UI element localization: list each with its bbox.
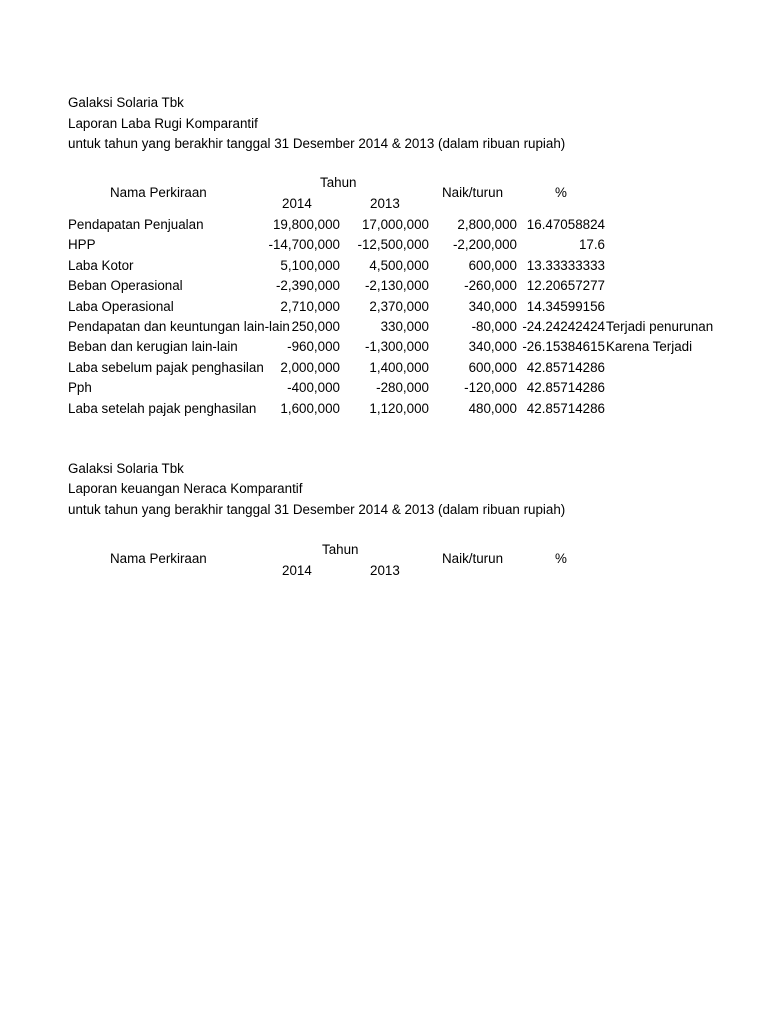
table-row bbox=[0, 401, 768, 421]
row-change: 600,000 bbox=[468, 359, 517, 375]
report2-header-name: Nama Perkiraan bbox=[110, 551, 207, 566]
report2-company: Galaksi Solaria Tbk bbox=[68, 461, 184, 476]
report2-header-tahun: Tahun bbox=[322, 542, 359, 557]
table-row bbox=[0, 380, 768, 400]
report1-header-2013: 2013 bbox=[370, 196, 400, 211]
row-value-2014: 2,000,000 bbox=[280, 359, 340, 375]
row-value-2014: 1,600,000 bbox=[280, 400, 340, 416]
row-note: Terjadi penurunan bbox=[606, 319, 714, 334]
table-row bbox=[0, 258, 768, 278]
table-row bbox=[0, 217, 768, 237]
row-value-2014: -2,390,000 bbox=[275, 278, 340, 294]
row-name: HPP bbox=[68, 237, 96, 253]
row-change: -80,000 bbox=[471, 319, 517, 334]
report2-period: untuk tahun yang berakhir tanggal 31 Desember 2014 & 2013 (dalam ribuan rupiah) bbox=[68, 502, 566, 517]
table-row bbox=[0, 299, 768, 319]
row-name: Pph bbox=[68, 380, 92, 396]
row-value-2013: 17,000,000 bbox=[361, 217, 429, 232]
row-value-2014: -400,000 bbox=[287, 380, 340, 396]
report1-header-change: Naik/turun bbox=[442, 185, 504, 200]
row-note: Karena Terjadi bbox=[606, 339, 693, 355]
row-value-2014: 5,100,000 bbox=[280, 257, 340, 273]
row-value-2013: 2,370,000 bbox=[369, 298, 429, 314]
report2-header-2014: 2014 bbox=[282, 563, 312, 578]
row-change: 340,000 bbox=[468, 339, 517, 355]
row-value-2013: 4,500,000 bbox=[369, 257, 429, 273]
row-name: Laba sebelum pajak penghasilan bbox=[68, 359, 264, 375]
report1-header-name: Nama Perkiraan bbox=[110, 185, 207, 200]
report1-header-percent: % bbox=[555, 185, 567, 200]
row-name: Beban dan kerugian lain-lain bbox=[68, 339, 238, 355]
row-change: 340,000 bbox=[468, 298, 517, 314]
row-value-2013: -280,000 bbox=[376, 380, 429, 396]
row-value-2013: 1,120,000 bbox=[369, 400, 429, 416]
row-name: Laba setelah pajak penghasilan bbox=[68, 400, 257, 416]
report1-company: Galaksi Solaria Tbk bbox=[68, 95, 184, 110]
row-name: Pendapatan Penjualan bbox=[68, 217, 204, 232]
table-row bbox=[0, 319, 768, 339]
row-change: -260,000 bbox=[464, 278, 517, 294]
row-value-2014: -14,700,000 bbox=[268, 237, 340, 253]
row-percent: 13.33333333 bbox=[526, 257, 605, 273]
row-value-2013: 1,400,000 bbox=[369, 359, 429, 375]
row-name: Laba Operasional bbox=[68, 298, 174, 314]
row-percent: 14.34599156 bbox=[526, 298, 605, 314]
row-percent: 42.85714286 bbox=[526, 359, 605, 375]
table-row bbox=[0, 360, 768, 380]
row-value-2013: -12,500,000 bbox=[357, 237, 429, 253]
row-value-2014: 250,000 bbox=[291, 319, 340, 334]
report1-title: Laporan Laba Rugi Komparantif bbox=[68, 116, 258, 131]
row-value-2014: -960,000 bbox=[287, 339, 340, 355]
row-value-2013: 330,000 bbox=[380, 319, 429, 334]
row-change: -2,200,000 bbox=[452, 237, 517, 253]
report2-header-change: Naik/turun bbox=[442, 551, 504, 566]
report1-period: untuk tahun yang berakhir tanggal 31 Desember 2014 & 2013 (dalam ribuan rupiah) bbox=[68, 136, 566, 151]
row-percent: 17.6 bbox=[578, 237, 605, 253]
row-percent: 16.47058824 bbox=[526, 217, 605, 232]
row-change: 600,000 bbox=[468, 257, 517, 273]
table-row bbox=[0, 339, 768, 359]
row-change: -120,000 bbox=[464, 380, 517, 396]
report2-header-percent: % bbox=[555, 551, 567, 566]
row-name: Beban Operasional bbox=[68, 278, 183, 294]
row-change: 480,000 bbox=[468, 400, 517, 416]
row-percent: 12.20657277 bbox=[526, 278, 605, 294]
report2-header-2013: 2013 bbox=[370, 563, 400, 578]
report2-title: Laporan keuangan Neraca Komparantif bbox=[68, 481, 303, 496]
row-value-2014: 19,800,000 bbox=[272, 217, 340, 232]
row-value-2013: -2,130,000 bbox=[364, 278, 429, 294]
row-value-2014: 2,710,000 bbox=[280, 298, 340, 314]
row-percent: -26.15384615 bbox=[522, 339, 605, 355]
row-change: 2,800,000 bbox=[457, 217, 517, 232]
table-row bbox=[0, 237, 768, 257]
report1-header-2014: 2014 bbox=[282, 196, 312, 211]
row-name: Pendapatan dan keuntungan lain-lain bbox=[68, 319, 290, 334]
table-row bbox=[0, 278, 768, 298]
row-percent: -24.24242424 bbox=[522, 319, 605, 334]
report1-header-tahun: Tahun bbox=[320, 175, 357, 190]
row-percent: 42.85714286 bbox=[526, 380, 605, 396]
row-value-2013: -1,300,000 bbox=[364, 339, 429, 355]
row-name: Laba Kotor bbox=[68, 257, 134, 273]
row-percent: 42.85714286 bbox=[526, 400, 605, 416]
